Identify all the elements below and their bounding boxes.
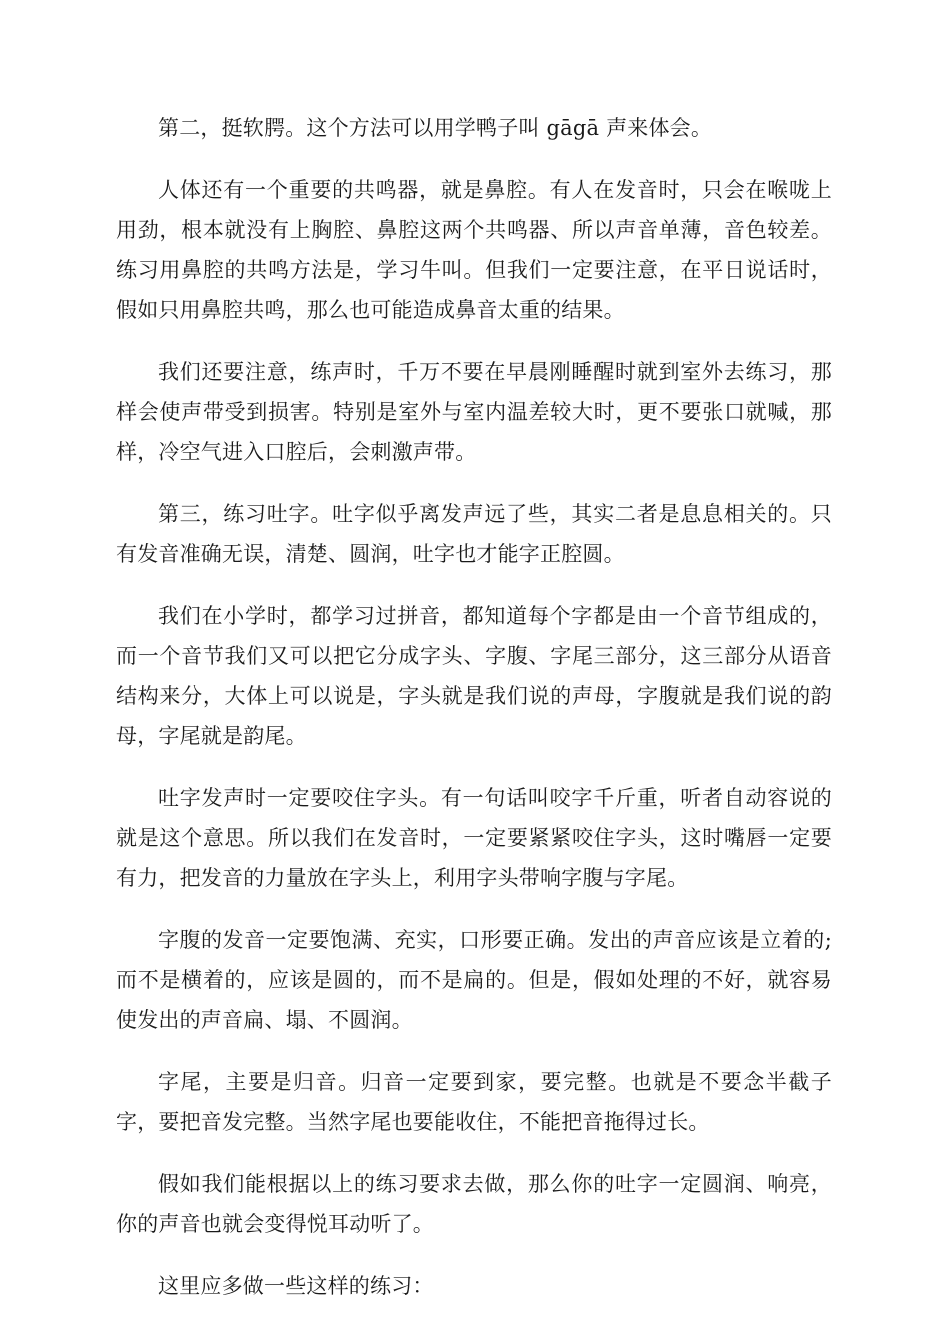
paragraph-syllable-head: 吐字发声时一定要咬住字头。有一句话叫咬字千斤重，听者自动容说的就是这个意思。所以我们在发音时，一定要紧紧咬住字头，这时嘴唇一定要有力，把发音的力量放在字头上，利用字头带响字腹与字尾。 [116,786,832,890]
paragraph-articulation: 第三，练习吐字。吐字似乎离发声远了些，其实二者是息息相关的。只有发音准确无误，清楚、圆润，吐字也才能字正腔圆。 [116,502,832,566]
paragraph-syllable-belly: 字腹的发音一定要饱满、充实，口形要正确。发出的声音应该是立着的;而不是横着的，应该是圆的，而不是扁的。但是，假如处理的不好，就容易使发出的声音扁、塌、不圆润。 [116,928,832,1032]
paragraph-syllable-tail: 字尾，主要是归音。归音一定要到家，要完整。也就是不要念半截子字，要把音发完整。当然字尾也要能收住，不能把音拖得过长。 [116,1070,832,1134]
paragraph-soft-palate: 第二，挺软腭。这个方法可以用学鸭子叫 gāgā 声来体会。 [158,116,713,140]
paragraph-nasal-resonance: 人体还有一个重要的共鸣器，就是鼻腔。有人在发音时，只会在喉咙上用劲，根本就没有上胸腔、鼻腔这两个共鸣器、所以声音单薄，音色较差。练习用鼻腔的共鸣方法是，学习牛叫。但我们一定要注意，在平日说话时，假如只用鼻腔共鸣，那么也可能造成鼻音太重的结果。 [116,178,832,322]
paragraph-practice-intro: 这里应多做一些这样的练习： [158,1274,434,1298]
document-body [116,108,832,1328]
paragraph-conclusion: 假如我们能根据以上的练习要求去做，那么你的吐字一定圆润、响亮，你的声音也就会变得悦耳动听了。 [116,1172,832,1236]
paragraph-morning-practice-warning: 我们还要注意，练声时，千万不要在早晨刚睡醒时就到室外去练习，那样会使声带受到损害。特别是室外与室内温差较大时，更不要张口就喊，那样，冷空气进入口腔后，会刺激声带。 [116,360,832,464]
paragraph-syllable-structure: 我们在小学时，都学习过拼音，都知道每个字都是由一个音节组成的，而一个音节我们又可以把它分成字头、字腹、字尾三部分，这三部分从语音结构来分，大体上可以说是，字头就是我们说的声母，字腹就是我们说的韵母，字尾就是韵尾。 [116,604,832,748]
